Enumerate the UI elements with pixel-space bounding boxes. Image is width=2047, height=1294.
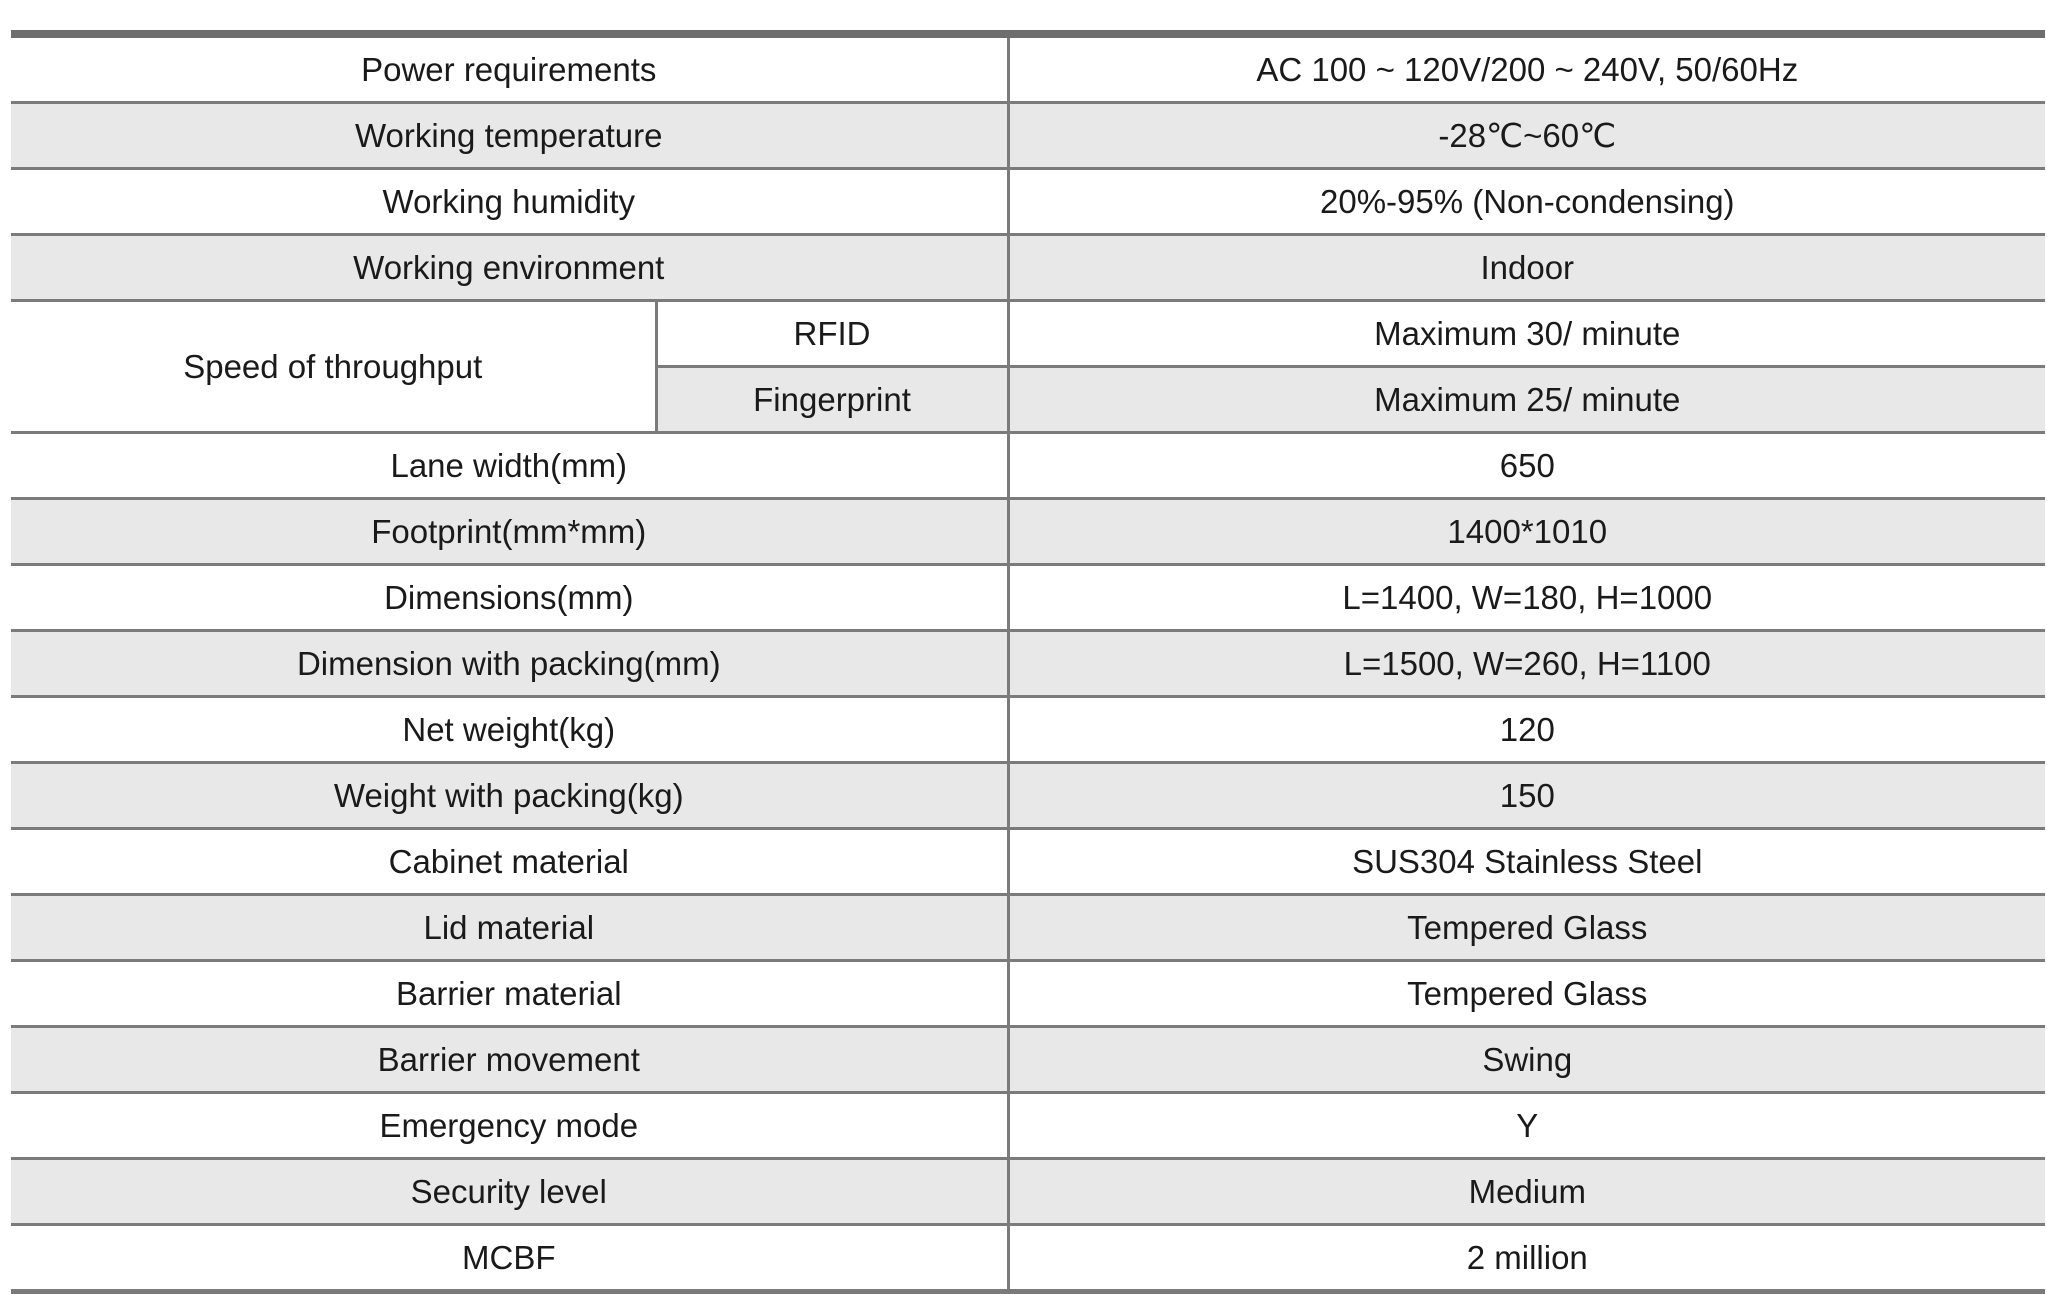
- spec-row-net-weight: [11, 697, 2045, 763]
- spec-value: 120: [1008, 697, 2045, 763]
- spec-value: Tempered Glass: [1008, 895, 2045, 961]
- spec-label: Dimensions(mm): [11, 565, 1008, 631]
- spec-row-dimensions: [11, 565, 2045, 631]
- spec-row-emergency-mode: [11, 1093, 2045, 1159]
- spec-label: Power requirements: [11, 34, 1008, 103]
- spec-value: Maximum 30/ minute: [1008, 301, 2045, 367]
- spec-label: Footprint(mm*mm): [11, 499, 1008, 565]
- spec-label: Lid material: [11, 895, 1008, 961]
- spec-value: 650: [1008, 433, 2045, 499]
- spec-label: Weight with packing(kg): [11, 763, 1008, 829]
- spec-label: Barrier material: [11, 961, 1008, 1027]
- spec-sheet: [11, 30, 2045, 1294]
- spec-group-label: Speed of throughput: [11, 301, 656, 433]
- spec-value: -28℃~60℃: [1008, 103, 2045, 169]
- spec-value: Swing: [1008, 1027, 2045, 1093]
- spec-label: Working environment: [11, 235, 1008, 301]
- spec-value: Tempered Glass: [1008, 961, 2045, 1027]
- spec-value: Y: [1008, 1093, 2045, 1159]
- spec-label: Working temperature: [11, 103, 1008, 169]
- spec-value: L=1400, W=180, H=1000: [1008, 565, 2045, 631]
- spec-label: Net weight(kg): [11, 697, 1008, 763]
- spec-value: 2 million: [1008, 1225, 2045, 1292]
- spec-row-barrier-movement: [11, 1027, 2045, 1093]
- spec-value: 150: [1008, 763, 2045, 829]
- spec-label: Dimension with packing(mm): [11, 631, 1008, 697]
- spec-row-barrier-material: [11, 961, 2045, 1027]
- spec-value: Maximum 25/ minute: [1008, 367, 2045, 433]
- spec-value: SUS304 Stainless Steel: [1008, 829, 2045, 895]
- spec-row-security-level: [11, 1159, 2045, 1225]
- spec-row-humidity: [11, 169, 2045, 235]
- spec-value: Indoor: [1008, 235, 2045, 301]
- spec-label: Emergency mode: [11, 1093, 1008, 1159]
- spec-label: Lane width(mm): [11, 433, 1008, 499]
- spec-label: Working humidity: [11, 169, 1008, 235]
- spec-row-environment: [11, 235, 2045, 301]
- spec-label: Cabinet material: [11, 829, 1008, 895]
- spec-value: 1400*1010: [1008, 499, 2045, 565]
- spec-value: AC 100 ~ 120V/200 ~ 240V, 50/60Hz: [1008, 34, 2045, 103]
- spec-row-weight-packing: [11, 763, 2045, 829]
- spec-row-dimension-packing: [11, 631, 2045, 697]
- spec-row-temperature: [11, 103, 2045, 169]
- spec-sub-label: RFID: [656, 301, 1008, 367]
- spec-row-footprint: [11, 499, 2045, 565]
- spec-row-power: [11, 34, 2045, 103]
- spec-row-cabinet-material: [11, 829, 2045, 895]
- spec-value: L=1500, W=260, H=1100: [1008, 631, 2045, 697]
- spec-value: Medium: [1008, 1159, 2045, 1225]
- spec-row-throughput-rfid: [11, 301, 2045, 367]
- spec-row-lane-width: [11, 433, 2045, 499]
- spec-row-lid-material: [11, 895, 2045, 961]
- spec-label: Security level: [11, 1159, 1008, 1225]
- spec-value: 20%-95% (Non-condensing): [1008, 169, 2045, 235]
- spec-label: MCBF: [11, 1225, 1008, 1292]
- spec-label: Barrier movement: [11, 1027, 1008, 1093]
- spec-table: [11, 30, 2045, 1294]
- spec-sub-label: Fingerprint: [656, 367, 1008, 433]
- spec-row-mcbf: [11, 1225, 2045, 1292]
